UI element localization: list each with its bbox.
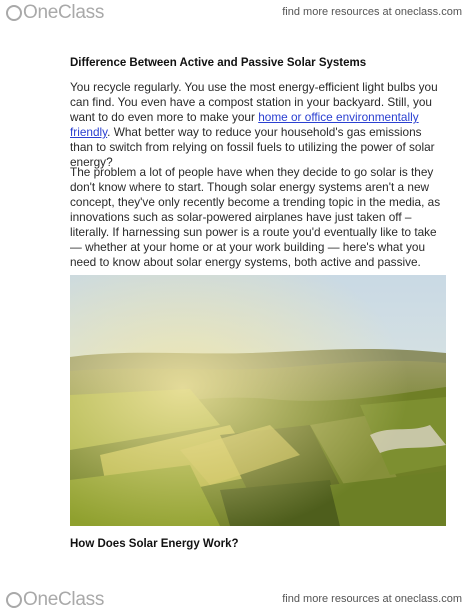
top-banner: [0, 0, 474, 26]
brand-name: OneClass: [23, 2, 105, 23]
landscape-illustration: [70, 275, 446, 526]
intro-text-end: . What better way to reduce your household's gas emissions than to switch from relying on fossil fuels to utilizing the power of solar energy?: [70, 125, 435, 169]
resources-link-footer[interactable]: find more resources at oneclass.com: [282, 593, 462, 605]
problem-paragraph: The problem a lot of people have when they decide to go solar is they don't know where to start. Though solar energy systems aren't a new concept, they've only recently become a trending topic in the media, as innovations such as solar-powered airplanes have just taken off – literally. If harnessing sun power is a route you'd eventually like to take — whether at your home or at your work building — here's what you need to know about solar energy systems, both active and passive.: [70, 165, 441, 269]
landscape-photo: [70, 275, 446, 526]
brand-name-footer: OneClass: [23, 589, 105, 610]
brand-ring-icon-footer: [6, 592, 22, 608]
brand-logo[interactable]: [6, 2, 104, 24]
section-heading: How Does Solar Energy Work?: [70, 538, 239, 550]
bottom-banner: [0, 587, 474, 613]
eco-friendly-link[interactable]: home or office environmentally friendly: [70, 110, 419, 139]
resources-link[interactable]: find more resources at oneclass.com: [282, 6, 462, 18]
document-title: Difference Between Active and Passive Solar Systems: [70, 57, 367, 69]
brand-logo-footer[interactable]: [6, 589, 104, 611]
brand-ring-icon: [6, 5, 22, 21]
intro-text-start: You recycle regularly. You use the most energy-efficient light bulbs you can find. You even have a compost station in your backyard. Still, you want to do even more to make your: [70, 80, 438, 124]
intro-paragraph: [70, 80, 442, 170]
